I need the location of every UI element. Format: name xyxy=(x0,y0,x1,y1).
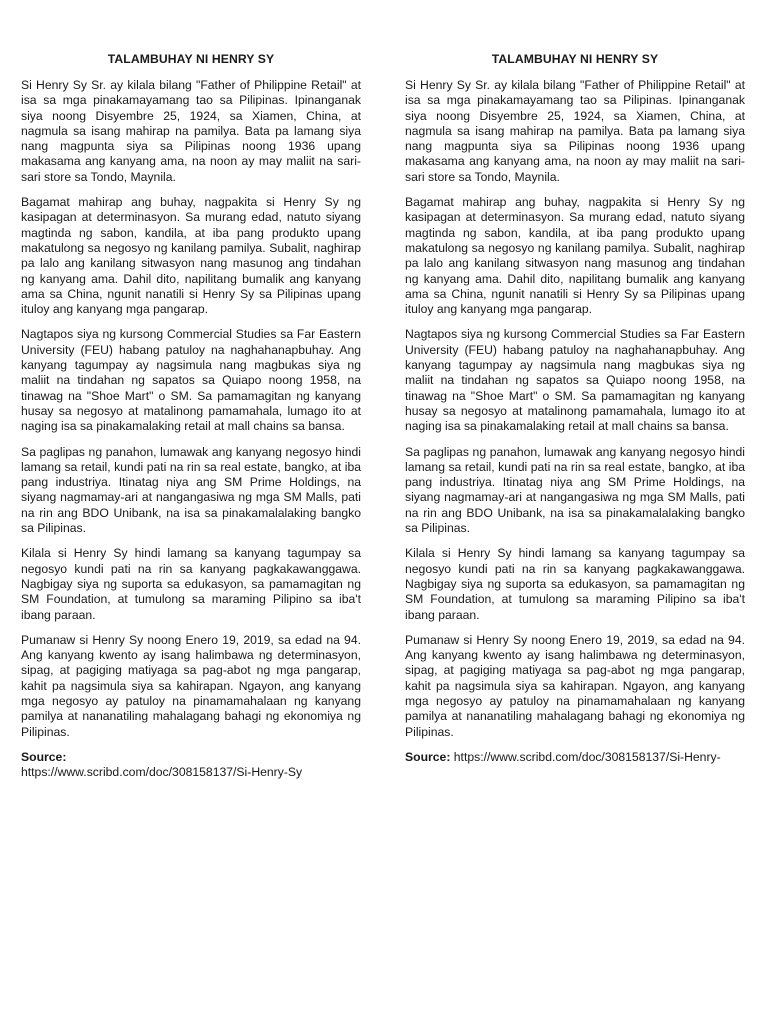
source-link[interactable]: https://www.scribd.com/doc/308158137/Si-Henry-Sy xyxy=(21,765,303,780)
paragraph: Si Henry Sy Sr. ay kilala bilang "Father of Philippine Retail" at isa sa mga pinakamayamang tao sa Pilipinas. Ipinanganak siya noong Disyembre 25, 1924, sa Xiamen, China, at nagmula sa isang mahirap na pamilya. Bata pa lamang siya nang magpunta siya sa Pilipinas noong 1936 upang makasama ang kanyang ama, na noon ay may maliit na sari-sari store sa Tondo, Maynila. xyxy=(405,78,745,184)
paragraph: Si Henry Sy Sr. ay kilala bilang "Father of Philippine Retail" at isa sa mga pinakamayamang tao sa Pilipinas. Ipinanganak siya noong Disyembre 25, 1924, sa Xiamen, China, at nagmula sa isang mahirap na pamilya. Bata pa lamang siya nang magpunta siya sa Pilipinas noong 1936 upang makasama ang kanyang ama, na noon ay may maliit na sari-sari store sa Tondo, Maynila. xyxy=(21,78,361,184)
source-line xyxy=(405,750,745,765)
source-label: Source: xyxy=(21,749,67,764)
document-title: TALAMBUHAY NI HENRY SY xyxy=(491,52,659,66)
source-label: Source: xyxy=(405,749,451,764)
left-column xyxy=(21,52,361,780)
source-link[interactable]: https://www.scribd.com/doc/308158137/Si-Henry- xyxy=(453,749,721,764)
paragraph: Nagtapos siya ng kursong Commercial Studies sa Far Eastern University (FEU) habang patuloy na naghahanapbuhay. Ang kanyang tagumpay ay nagsimula nang magbukas siya ng maliit na tindahan ng sapatos sa Quiapo noong 1958, na tinawag na "Shoe Mart" o SM. Sa pamamagitan ng kanyang husay sa negosyo at matalinong pamamahala, lumago ito at naging isa sa pinakamalaking retail at mall chains sa bansa. xyxy=(405,327,745,434)
paragraph: Bagamat mahirap ang buhay, nagpakita si Henry Sy ng kasipagan at determinasyon. Sa murang edad, natuto siyang magtinda ng sabon, kandila, at iba pang produkto upang makatulong sa negosyo ng kanilang pamilya. Subalit, naghirap pa lalo ang kanilang sitwasyon nang masunog ang tindahan ng kanyang ama. Dahil dito, napilitang bumalik ang kanyang ama sa China, ngunit nanatili si Henry Sy sa Pilipinas upang ituloy ang kanyang mga pangarap. xyxy=(21,195,361,317)
paragraph: Nagtapos siya ng kursong Commercial Studies sa Far Eastern University (FEU) habang patuloy na naghahanapbuhay. Ang kanyang tagumpay ay nagsimula nang magbukas siya ng maliit na tindahan ng sapatos sa Quiapo noong 1958, na tinawag na "Shoe Mart" o SM. Sa pamamagitan ng kanyang husay sa negosyo at matalinong pamamahala, lumago ito at naging isa sa pinakamalaking retail at mall chains sa bansa. xyxy=(21,327,361,434)
paragraph: Pumanaw si Henry Sy noong Enero 19, 2019, sa edad na 94. Ang kanyang kwento ay isang halimbawa ng determinasyon, sipag, at pagiging matiyaga sa pag-abot ng mga pangarap, kahit pa nagsimula siya sa kahirapan. Ngayon, ang kanyang mga negosyo ay patuloy na pinamamahalaan ng kanyang pamilya at nananatiling mahalagang bahagi ng ekonomiya ng Pilipinas. xyxy=(21,632,361,739)
document-title: TALAMBUHAY NI HENRY SY xyxy=(107,52,275,66)
paragraph: Bagamat mahirap ang buhay, nagpakita si Henry Sy ng kasipagan at determinasyon. Sa murang edad, natuto siyang magtinda ng sabon, kandila, at iba pang produkto upang makatulong sa negosyo ng kanilang pamilya. Subalit, naghirap pa lalo ang kanilang sitwasyon nang masunog ang tindahan ng kanyang ama. Dahil dito, napilitang bumalik ang kanyang ama sa China, ngunit nanatili si Henry Sy sa Pilipinas upang ituloy ang kanyang mga pangarap. xyxy=(405,195,745,317)
paragraph: Sa paglipas ng panahon, lumawak ang kanyang negosyo hindi lamang sa retail, kundi pati na rin sa real estate, bangko, at iba pang industriya. Itinatag niya ang SM Prime Holdings, na siyang nagmamay-ari at nangangasiwa ng mga SM Malls, pati na rin ang BDO Unibank, na isa sa pinakamalalaking bangko sa Pilipinas. xyxy=(21,444,361,536)
paragraph: Kilala si Henry Sy hindi lamang sa kanyang tagumpay sa negosyo kundi pati na rin sa kanyang pagkakawanggawa. Nagbigay siya ng suporta sa edukasyon, sa pamamagitan ng SM Foundation, at tumulong sa maraming Pilipino sa iba't ibang paraan. xyxy=(21,546,361,622)
paragraph: Kilala si Henry Sy hindi lamang sa kanyang tagumpay sa negosyo kundi pati na rin sa kanyang pagkakawanggawa. Nagbigay siya ng suporta sa edukasyon, sa pamamagitan ng SM Foundation, at tumulong sa maraming Pilipino sa iba't ibang paraan. xyxy=(405,546,745,622)
paragraph: Pumanaw si Henry Sy noong Enero 19, 2019, sa edad na 94. Ang kanyang kwento ay isang halimbawa ng determinasyon, sipag, at pagiging matiyaga sa pag-abot ng mga pangarap, kahit pa nagsimula siya sa kahirapan. Ngayon, ang kanyang mga negosyo ay patuloy na pinamamahalaan ng kanyang pamilya at nananatiling mahalagang bahagi ng ekonomiya ng Pilipinas. xyxy=(405,632,745,739)
right-column xyxy=(405,52,745,765)
paragraph: Sa paglipas ng panahon, lumawak ang kanyang negosyo hindi lamang sa retail, kundi pati na rin sa real estate, bangko, at iba pang industriya. Itinatag niya ang SM Prime Holdings, na siyang nagmamay-ari at nangangasiwa ng mga SM Malls, pati na rin ang BDO Unibank, na isa sa pinakamalalaking bangko sa Pilipinas. xyxy=(405,444,745,536)
source-line xyxy=(21,750,361,781)
